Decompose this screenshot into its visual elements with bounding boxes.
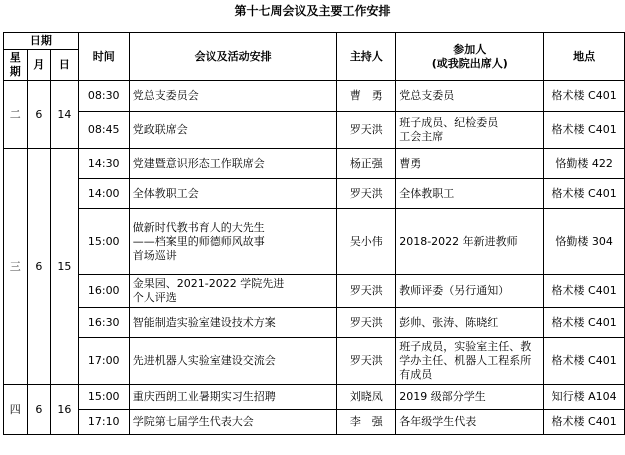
- meeting-cell: 金果园、2021-2022 学院先进 个人评选: [129, 275, 337, 308]
- header-month: 月: [27, 50, 51, 81]
- location-cell: 知行楼 A104: [544, 385, 625, 410]
- meeting-cell: 先进机器人实验室建设交流会: [129, 338, 337, 385]
- host-cell: 吴小伟: [337, 209, 396, 275]
- host-cell: 罗天洪: [337, 308, 396, 338]
- meeting-cell: 党总支委员会: [129, 81, 337, 112]
- time-cell: 08:45: [78, 112, 129, 149]
- time-cell: 14:30: [78, 149, 129, 179]
- schedule-row: [4, 410, 625, 435]
- host-cell: 罗天洪: [337, 338, 396, 385]
- host-cell: 李 强: [337, 410, 396, 435]
- schedule-row: [4, 209, 625, 275]
- host-cell: 刘晓凤: [337, 385, 396, 410]
- participants-cell: 2018-2022 年新进教师: [396, 209, 544, 275]
- month-cell: 6: [27, 149, 51, 385]
- time-cell: 08:30: [78, 81, 129, 112]
- location-cell: 格术楼 C401: [544, 338, 625, 385]
- meeting-cell: 党政联席会: [129, 112, 337, 149]
- schedule-row: [4, 81, 625, 112]
- time-cell: 17:10: [78, 410, 129, 435]
- meeting-cell: 全体教职工会: [129, 179, 337, 209]
- host-cell: 罗天洪: [337, 179, 396, 209]
- time-cell: 15:00: [78, 385, 129, 410]
- schedule-row: [4, 308, 625, 338]
- header-time: 时间: [78, 33, 129, 81]
- time-cell: 16:00: [78, 275, 129, 308]
- weekday-cell: 三: [4, 149, 28, 385]
- participants-cell: 各年级学生代表: [396, 410, 544, 435]
- location-cell: 格术楼 C401: [544, 81, 625, 112]
- header-row: [4, 33, 625, 50]
- host-cell: 罗天洪: [337, 112, 396, 149]
- header-host: 主持人: [337, 33, 396, 81]
- header-participants-line1: 参加人: [453, 42, 487, 56]
- schedule-row: [4, 112, 625, 149]
- location-cell: 恪勤楼 304: [544, 209, 625, 275]
- day-cell: 16: [51, 385, 79, 435]
- header-meeting: 会议及活动安排: [129, 33, 337, 81]
- time-cell: 17:00: [78, 338, 129, 385]
- header-date: 日期: [4, 33, 79, 50]
- time-cell: 16:30: [78, 308, 129, 338]
- schedule-row: [4, 179, 625, 209]
- header-participants: [396, 33, 544, 81]
- host-cell: 罗天洪: [337, 275, 396, 308]
- host-cell: 杨正强: [337, 149, 396, 179]
- schedule-table: [3, 32, 625, 435]
- meeting-cell: 党建暨意识形态工作联席会: [129, 149, 337, 179]
- header-day: 日: [51, 50, 79, 81]
- header-weekday-text: 星 期: [9, 51, 21, 78]
- weekday-cell: 二: [4, 81, 28, 149]
- participants-cell: 党总支委员: [396, 81, 544, 112]
- month-cell: 6: [27, 385, 51, 435]
- time-cell: 15:00: [78, 209, 129, 275]
- header-participants-line2: (或我院出席人): [431, 56, 508, 70]
- location-cell: 格术楼 C401: [544, 112, 625, 149]
- participants-cell: 曹勇: [396, 149, 544, 179]
- schedule-row: [4, 275, 625, 308]
- host-cell: 曹 勇: [337, 81, 396, 112]
- schedule-row: [4, 385, 625, 410]
- day-cell: 15: [51, 149, 79, 385]
- month-cell: 6: [27, 81, 51, 149]
- day-cell: 14: [51, 81, 79, 149]
- location-cell: 格术楼 C401: [544, 275, 625, 308]
- page-title: 第十七周会议及主要工作安排: [234, 4, 391, 18]
- participants-cell: 2019 级部分学生: [396, 385, 544, 410]
- header-location: 地点: [544, 33, 625, 81]
- participants-cell: 彭帅、张涛、陈晓红: [396, 308, 544, 338]
- participants-cell: 班子成员，实验室主任、教 学办主任、机器人工程系所 有成员: [396, 338, 544, 385]
- location-cell: 恪勤楼 422: [544, 149, 625, 179]
- meeting-cell: 做新时代教书育人的大先生 ——档案里的师德师风故事 首场巡讲: [129, 209, 337, 275]
- meeting-cell: 学院第七届学生代表大会: [129, 410, 337, 435]
- participants-cell: 教师评委（另行通知）: [396, 275, 544, 308]
- schedule-row: [4, 149, 625, 179]
- time-cell: 14:00: [78, 179, 129, 209]
- schedule-row: [4, 338, 625, 385]
- header-weekday: [4, 50, 28, 81]
- location-cell: 格术楼 C401: [544, 308, 625, 338]
- weekday-cell: 四: [4, 385, 28, 435]
- meeting-cell: 重庆西朗工业暑期实习生招聘: [129, 385, 337, 410]
- location-cell: 格术楼 C401: [544, 410, 625, 435]
- participants-cell: 班子成员、纪检委员 工会主席: [396, 112, 544, 149]
- location-cell: 格术楼 C401: [544, 179, 625, 209]
- meeting-cell: 智能制造实验室建设技术方案: [129, 308, 337, 338]
- participants-cell: 全体教职工: [396, 179, 544, 209]
